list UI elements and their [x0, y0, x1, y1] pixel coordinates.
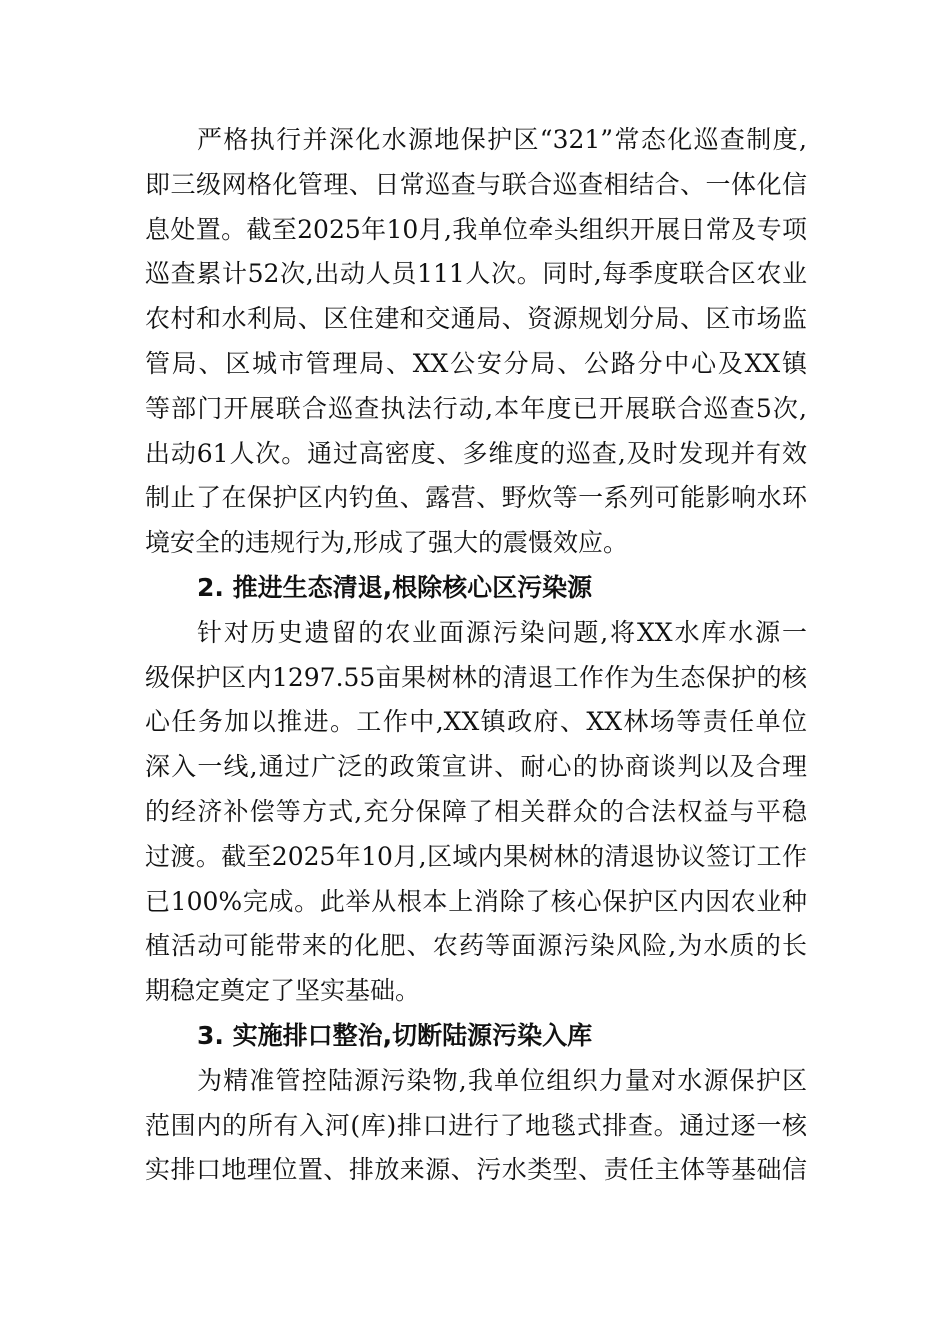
text-line: 严格执行并深化水源地保护区“321”常态化巡查制度, [197, 125, 807, 154]
text-line: 农村和水利局、区住建和交通局、资源规划分局、区市场监 [145, 304, 807, 334]
text-line: 出动61人次。通过高密度、多维度的巡查,及时发现并有效 [145, 438, 807, 468]
document-page [145, 118, 807, 1193]
text-line: 深入一线,通过广泛的政策宣讲、耐心的协商谈判以及合理 [145, 752, 807, 782]
text-line: 级保护区内1297.55亩果树林的清退工作作为生态保护的核 [145, 662, 807, 692]
section-heading-3: 3. 实施排口整治,切断陆源污染入库 [197, 1020, 593, 1050]
text-line: 植活动可能带来的化肥、农药等面源污染风险,为水质的长 [145, 931, 807, 961]
text-line: 针对历史遗留的农业面源污染问题,将XX水库水源一 [197, 617, 807, 647]
text-line: 范围内的所有入河(库)排口进行了地毯式排查。通过逐一核 [145, 1110, 807, 1140]
text-line: 心任务加以推进。工作中,XX镇政府、XX林场等责任单位 [145, 707, 807, 737]
text-line: 息处置。截至2025年10月,我单位牵头组织开展日常及专项 [145, 214, 807, 244]
text-line: 等部门开展联合巡查执法行动,本年度已开展联合巡查5次, [145, 393, 807, 423]
text-line: 已100%完成。此举从根本上消除了核心保护区内因农业种 [145, 886, 807, 916]
text-line: 为精准管控陆源污染物,我单位组织力量对水源保护区 [197, 1065, 807, 1095]
text-line: 实排口地理位置、排放来源、污水类型、责任主体等基础信 [145, 1155, 807, 1185]
text-line: 的经济补偿等方式,充分保障了相关群众的合法权益与平稳 [145, 796, 807, 826]
paragraph-ecological-clearance [145, 611, 807, 1014]
paragraph-outfall-rectification [145, 1059, 807, 1193]
text-line: 管局、区城市管理局、XX公安分局、公路分中心及XX镇 [145, 348, 807, 378]
text-line: 制止了在保护区内钓鱼、露营、野炊等一系列可能影响水环 [145, 483, 807, 513]
text-line: 境安全的违规行为,形成了强大的震慑效应。 [145, 528, 628, 558]
paragraph-patrol-system [145, 118, 807, 566]
text-line: 期稳定奠定了坚实基础。 [145, 976, 421, 1006]
text-line: 过渡。截至2025年10月,区域内果树林的清退协议签订工作 [145, 841, 807, 871]
text-line: 巡查累计52次,出动人员111人次。同时,每季度联合区农业 [145, 259, 807, 289]
section-heading-2: 2. 推进生态清退,根除核心区污染源 [197, 572, 593, 602]
text-line: 即三级网格化管理、日常巡查与联合巡查相结合、一体化信 [145, 169, 807, 199]
